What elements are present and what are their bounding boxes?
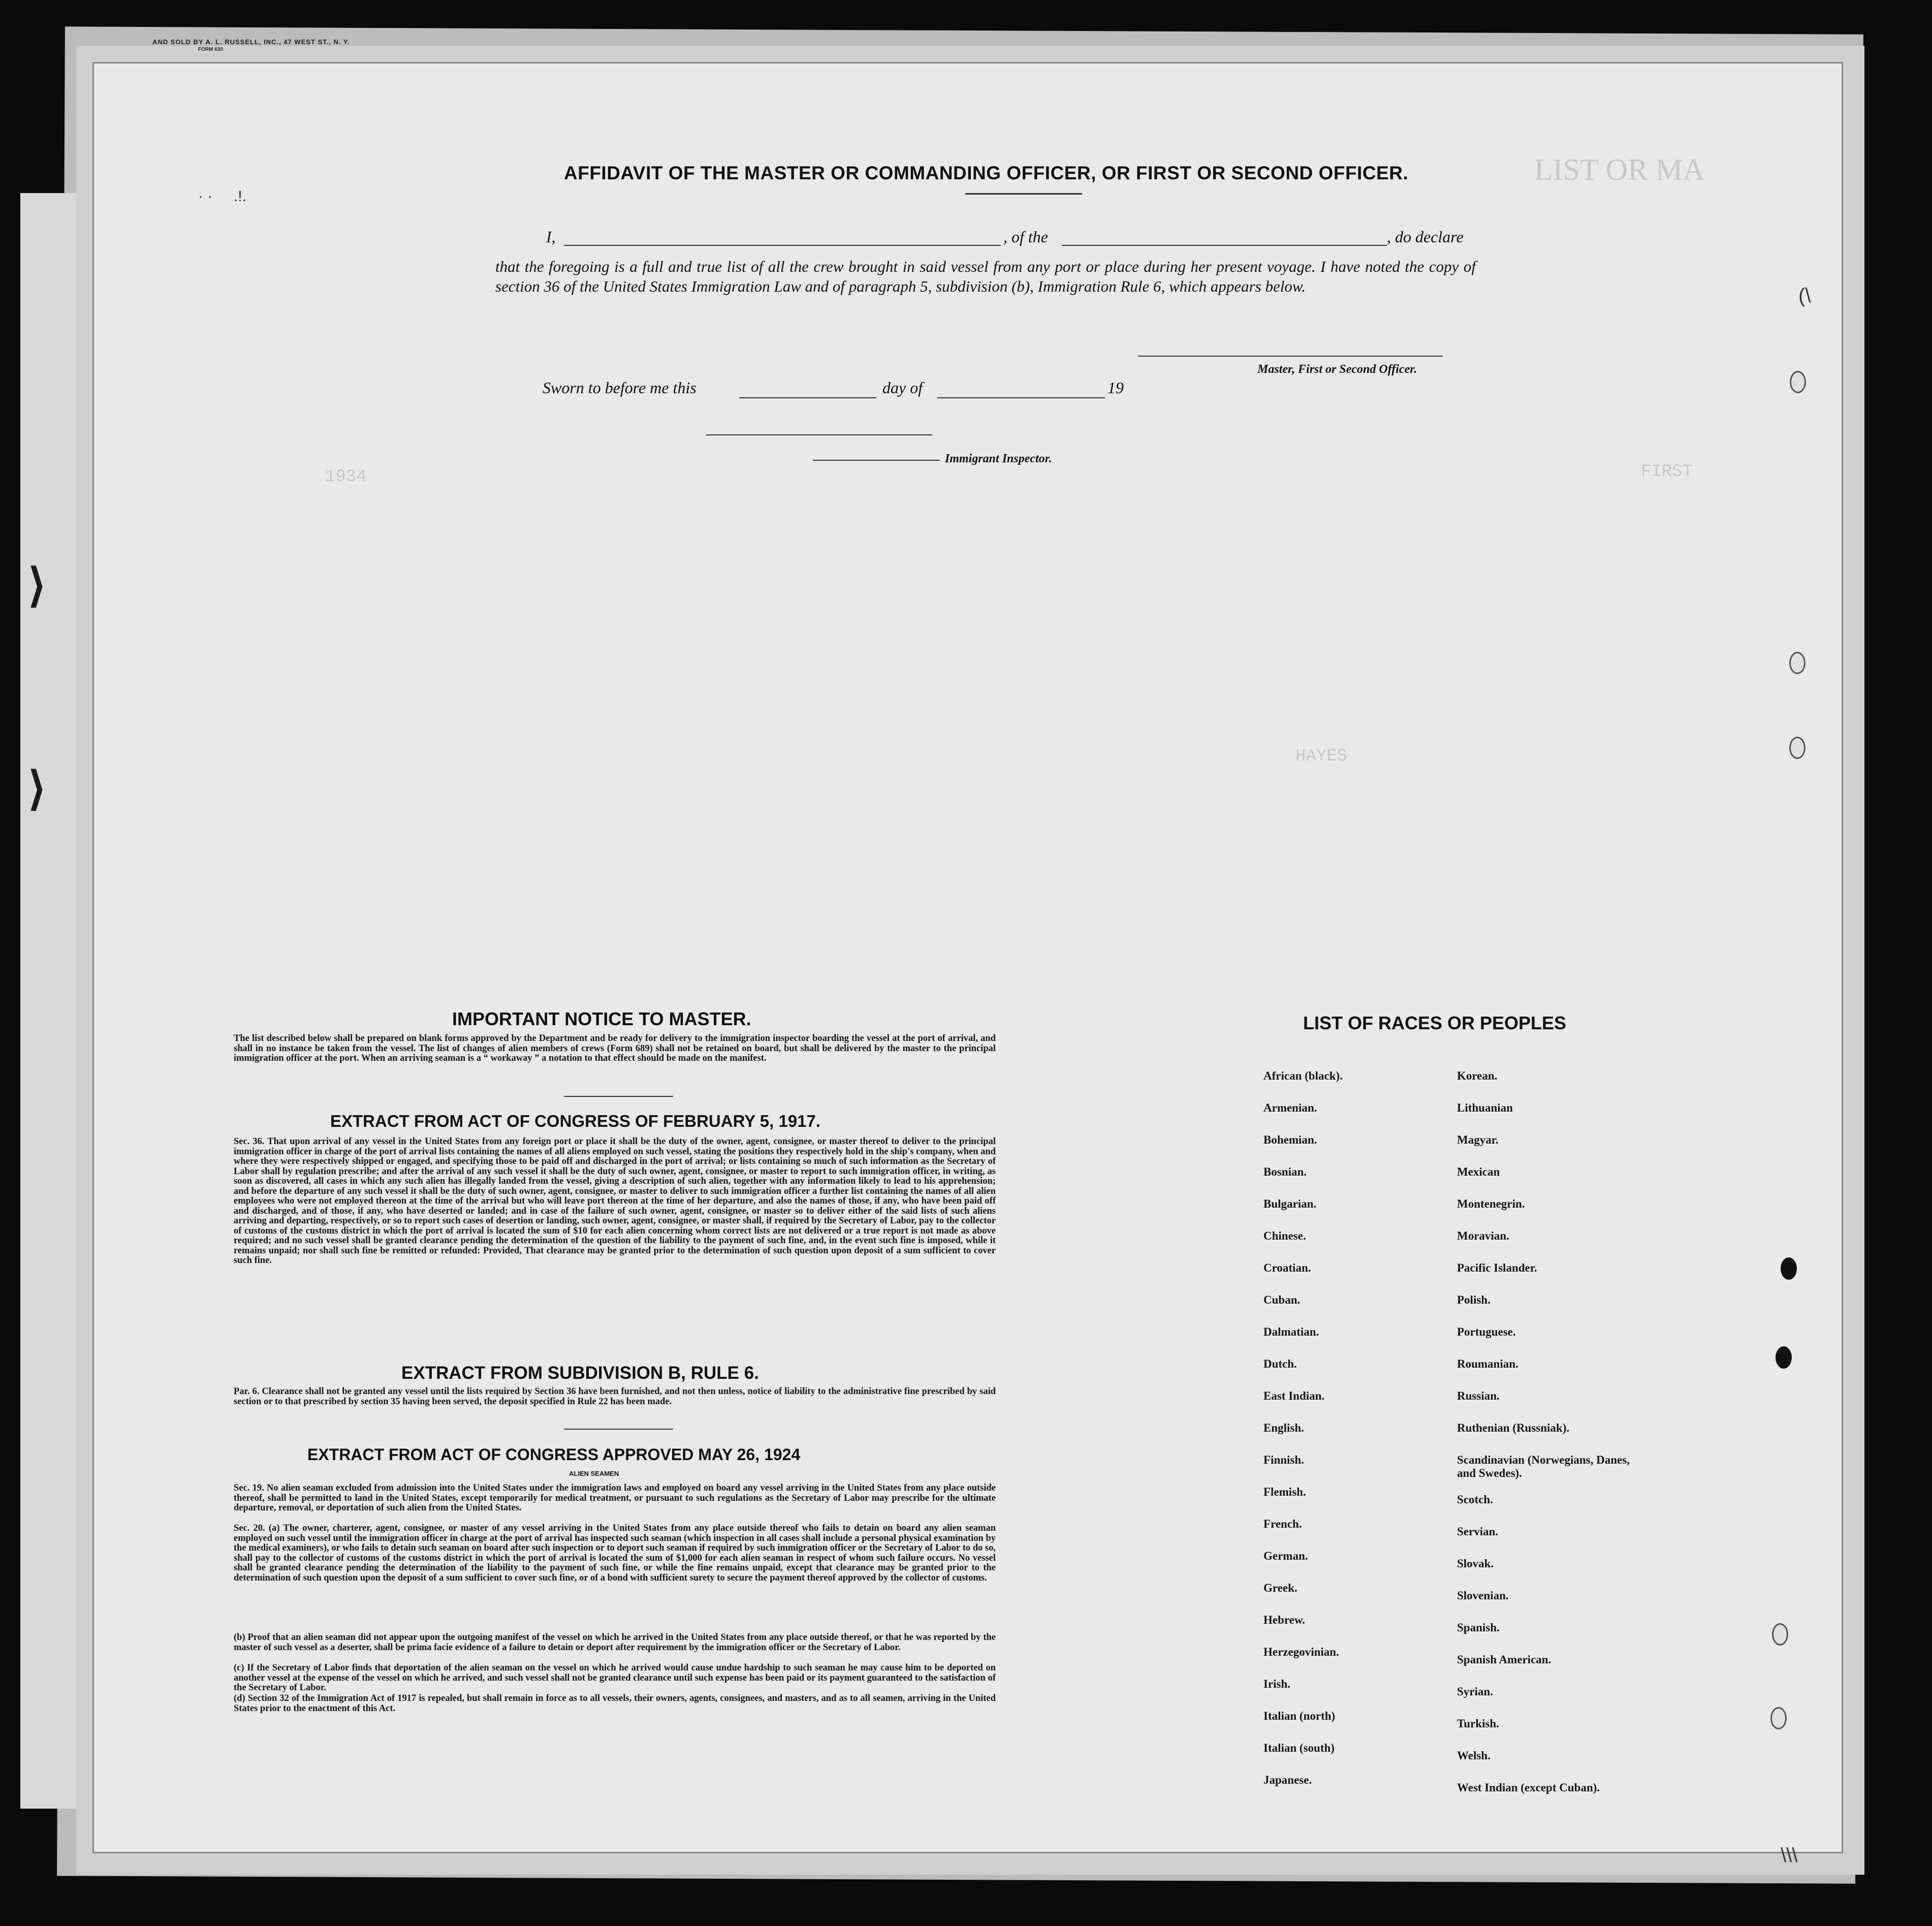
race-entry: Dutch. — [1263, 1357, 1297, 1370]
race-entry: Ruthenian (Russniak). — [1457, 1422, 1570, 1434]
race-entry: Montenegrin. — [1457, 1197, 1525, 1210]
race-entry: Italian (south) — [1263, 1742, 1335, 1754]
binding-marks-2: ⟩ — [28, 764, 46, 814]
race-entry: Russian. — [1457, 1390, 1500, 1402]
race-entry: East Indian. — [1263, 1390, 1325, 1402]
section-rule-2 — [564, 1429, 673, 1430]
rule-6-title: EXTRACT FROM SUBDIVISION B, RULE 6. — [401, 1363, 759, 1383]
margin-pencil-mark: (\ — [1798, 285, 1811, 307]
sworn-label: Sworn to before me this — [543, 378, 696, 397]
race-entry: Armenian. — [1263, 1101, 1317, 1114]
master-signature-field[interactable] — [1138, 356, 1443, 357]
vessel-name-field[interactable] — [1062, 245, 1387, 246]
punch-hole — [1781, 1257, 1797, 1280]
affidavit-of-the-label: , of the — [1003, 228, 1048, 246]
inspector-signature-field[interactable] — [813, 460, 940, 461]
race-entry: Slovenian. — [1457, 1589, 1509, 1602]
notice-body: The list described below shall be prepared on blank forms approved by the Department and be ready for delivery to the immigration inspector boarding the vessel at the port of arrival, and shall in no instance be taken from the vessel. The list of changes of alien members of crews (Form 689) shall not be retained on board, but shall be delivered by the master to the principal immigration officer at the port. When an arriving seaman is a “ workaway ” a notation to that effect should be made on the manifest. — [234, 1033, 996, 1063]
sworn-day-field[interactable] — [739, 397, 876, 398]
race-entry: Greek. — [1263, 1582, 1297, 1594]
sworn-month-field[interactable] — [937, 397, 1105, 398]
day-of-label: day of — [882, 378, 923, 397]
race-entry: Croatian. — [1263, 1261, 1311, 1274]
races-title: LIST OF RACES OR PEOPLES — [1303, 1013, 1567, 1033]
race-entry: Mexican — [1457, 1165, 1500, 1178]
bleed-through-row: 1934 — [325, 467, 367, 487]
race-entry: Finnish. — [1263, 1454, 1304, 1466]
race-entry: Dalmatian. — [1263, 1325, 1319, 1338]
race-entry: Servian. — [1457, 1525, 1499, 1538]
bleed-through-row-3: HAYES — [1295, 747, 1348, 766]
race-entry: Welsh. — [1457, 1749, 1491, 1762]
printer-imprint: AND SOLD BY A. L. RUSSELL, INC., 47 WEST ST., N. Y. — [152, 38, 350, 46]
affidavit-i-label: I, — [546, 228, 556, 246]
affiant-name-field[interactable] — [564, 245, 1001, 246]
race-entry: Bosnian. — [1263, 1165, 1307, 1178]
race-entry: Turkish. — [1457, 1717, 1499, 1730]
race-entry: Scandinavian (Norwegians, Danes, and Swedes). — [1457, 1454, 1630, 1479]
race-entry: Polish. — [1457, 1293, 1491, 1306]
race-entry: Syrian. — [1457, 1685, 1493, 1698]
race-entry: West Indian (except Cuban). — [1457, 1781, 1600, 1794]
race-entry: Spanish American. — [1457, 1653, 1551, 1666]
race-entry: Pacific Islander. — [1457, 1261, 1537, 1274]
race-entry: Hebrew. — [1263, 1614, 1305, 1626]
race-entry: Herzegovinian. — [1263, 1646, 1339, 1658]
race-entry: French. — [1263, 1518, 1302, 1530]
punch-hole — [1770, 1707, 1787, 1729]
act-1924-sec-20d: (d) Section 32 of the Immigration Act of 1917 is repealed, but shall remain in force as to all vessels, their owners, agents, consignees, and masters, and as to all seamen, arriving in the United States prior to the enactment of this Act. — [234, 1693, 996, 1714]
affidavit-declare-label: , do declare — [1387, 228, 1464, 246]
race-entry: Lithuanian — [1457, 1101, 1513, 1114]
binding-edge — [20, 193, 76, 1809]
race-entry: Slovak. — [1457, 1557, 1494, 1570]
year-label: 19 — [1107, 378, 1124, 397]
binding-marks: ⟩ — [28, 560, 46, 611]
race-entry: Portuguese. — [1457, 1325, 1516, 1338]
act-1924-sec-20c: (c) If the Secretary of Labor finds that deportation of the alien seaman on the vessel on which he arrived would cause undue hardship to such seaman he may cause him to be deported on another vessel at the expense of the vessel on which he arrived, and such vessel shall not be granted clearance until such expense has been paid or its payment guaranteed to the satisfaction of the Secretary of Labor. — [234, 1663, 996, 1693]
race-entry: Moravian. — [1457, 1229, 1509, 1242]
title-rule — [965, 193, 1082, 195]
race-entry: Magyar. — [1457, 1133, 1499, 1146]
race-entry: Bulgarian. — [1263, 1197, 1317, 1210]
margin-pencil-mark: \\\ — [1781, 1844, 1798, 1867]
affidavit-body: that the foregoing is a full and true list of all the crew brought in said vessel from any port or place during her present voyage. I have noted the copy of section 36 of the United States Immigration Law and of paragraph 5, subdivision (b), Immigration Rule 6, which appears below. — [495, 258, 1476, 295]
race-entry: Roumanian. — [1457, 1357, 1518, 1370]
inspector-label: Immigrant Inspector. — [945, 452, 1052, 465]
race-entry: Spanish. — [1457, 1621, 1500, 1634]
race-entry: Bohemian. — [1263, 1133, 1317, 1146]
act-1917-body: Sec. 36. That upon arrival of any vessel in the United States from any foreign port or place it shall be the duty of the owner, agent, consignee, or master thereof to deliver to the principal immigration officer in charge of the port of arrival lists containing the names of all aliens employed on such vessel, stating the positions they respectively hold in the ship's company, when and where they were respectively shipped or engaged, and specifying those to be paid off and discharged in the port of arrival; or lists containing so much of such information as the Secretary of Labor shall by regulation prescribe; and after the arrival of any such vessel it shall be the duty of such owner, agent, consignee, or master to report to such immigration officer, in writing, as soon as discovered, all cases in which any such alien has illegally landed from the vessel, giving a description of such alien, together with any information likely to lead to his apprehension; and before the departure of any such vessel it shall be the duty of such owner, agent, consignee, or master to deliver to such immigration officer a further list containing the names of all alien employees who were not employed thereon at the time of the arrival but who will leave port thereon at the time of her departure, and also the names of those, if any, who have been paid off and discharged, and of those, if any, who have deserted or landed; and in case of the failure of such owner, agent, consignee, or master so to deliver either of the said lists of such aliens arriving and departing, respectively, or so to report such cases of desertion or landing, such owner, agent, consignee, or master shall, if required by the Secretary of Labor, pay to the collector of customs of the customs district in which the port of arrival is located the sum of $10 for each alien concerning whom correct lists are not delivered or a true report is not made as above required; and no such vessel shall be granted clearance pending the determination of the question of the liability to the payment of such fine, and, in the event such fine is imposed, while it remains unpaid; nor shall such fine be remitted or refunded: Provided, That clearance may be granted prior to the determination of such question upon deposit of a sum sufficient to cover such fine. — [234, 1136, 996, 1266]
inspector-rule — [706, 434, 932, 435]
race-entry: German. — [1263, 1550, 1308, 1562]
punch-hole — [1776, 1346, 1792, 1369]
act-1924-subtitle: ALIEN SEAMEN — [569, 1470, 619, 1477]
punch-hole — [1772, 1623, 1788, 1646]
race-entry: Italian (north) — [1263, 1710, 1336, 1722]
document-page — [94, 64, 1842, 1852]
affidavit-title: AFFIDAVIT OF THE MASTER OR COMMANDING OFFICER, OR FIRST OR SECOND OFFICER. — [564, 163, 1409, 183]
race-entry: Chinese. — [1263, 1229, 1306, 1242]
race-entry: Flemish. — [1263, 1486, 1306, 1498]
act-1917-title: EXTRACT FROM ACT OF CONGRESS OF FEBRUARY 5, 1917. — [330, 1112, 821, 1130]
punch-hole — [1789, 737, 1806, 759]
notice-title: IMPORTANT NOTICE TO MASTER. — [452, 1008, 751, 1029]
race-entry: African (black). — [1263, 1069, 1343, 1082]
punch-hole — [1789, 652, 1806, 674]
printer-form-number: FORM 630 — [198, 47, 223, 52]
bleed-through-heading: LIST OR MA — [1534, 153, 1705, 186]
act-1924-sec-19: Sec. 19. No alien seaman excluded from admission into the United States under the immigration laws and employed on board any vessel arriving in the United States from any place outside thereof, shall be permitted to land in the United States, except temporarily for medical treatment, or pursuant to such regulations as the Secretary of Labor may prescribe for the ultimate departure, removal, or deportation of such alien from the United States. — [234, 1483, 996, 1513]
section-rule-1 — [564, 1096, 673, 1097]
act-1924-title: EXTRACT FROM ACT OF CONGRESS APPROVED MAY 26, 1924 — [307, 1445, 801, 1464]
race-entry: Irish. — [1263, 1678, 1291, 1690]
race-entry: English. — [1263, 1422, 1304, 1434]
rule-6-body: Par. 6. Clearance shall not be granted any vessel until the lists required by Section 36 have been furnished, and not then unless, notice of liability to the administrative fine prescribed by said section or to that prescribed by section 35 having been served, the deposit specified in Rule 22 has been made. — [234, 1386, 996, 1407]
race-entry: Japanese. — [1263, 1774, 1312, 1786]
race-entry: Korean. — [1457, 1069, 1498, 1082]
act-1924-sec-20a: Sec. 20. (a) The owner, charterer, agent, consignee, or master of any vessel arriving in the United States from any place outside thereof who fails to detain on board any alien seaman employed on such vessel until the immigration officer in charge at the port of arrival has inspected such seaman (which inspection in all cases shall include a personal physical examination by the medical examiners), or who fails to detain such seaman on board after such inspection or to deport such seaman if required by such immigration officer or the Secretary of Labor to do so, shall pay to the collector of customs of the customs district in which the port of arrival is located the sum of $1,000 for each alien seaman in respect of whom such failure occurs. No vessel shall be granted clearance pending the determination of the liability to the payment of such fine, or while the fine remains unpaid, except that clearance may be granted prior to the determination of such question upon the deposit of a sum sufficient to cover such fine, or of a bond with sufficient surety to secure the payment thereof approved by the collector of customs. — [234, 1523, 996, 1583]
master-signature-label: Master, First or Second Officer. — [1257, 363, 1417, 376]
bleed-through-row-2: FIRST — [1641, 462, 1693, 482]
act-1924-sec-20b: (b) Proof that an alien seaman did not appear upon the outgoing manifest of the vessel on which he arrived in the United States from any place outside thereof, or that he was reported by the master of such vessel as a deserter, shall be prima facie evidence of a failure to detain or deport after requirement by the immigration officer or the Secretary of Labor. — [234, 1632, 996, 1653]
race-entry: Cuban. — [1263, 1293, 1301, 1306]
stray-marks: · · .!. — [198, 188, 246, 205]
punch-hole — [1790, 371, 1806, 393]
race-entry: Scotch. — [1457, 1493, 1493, 1506]
